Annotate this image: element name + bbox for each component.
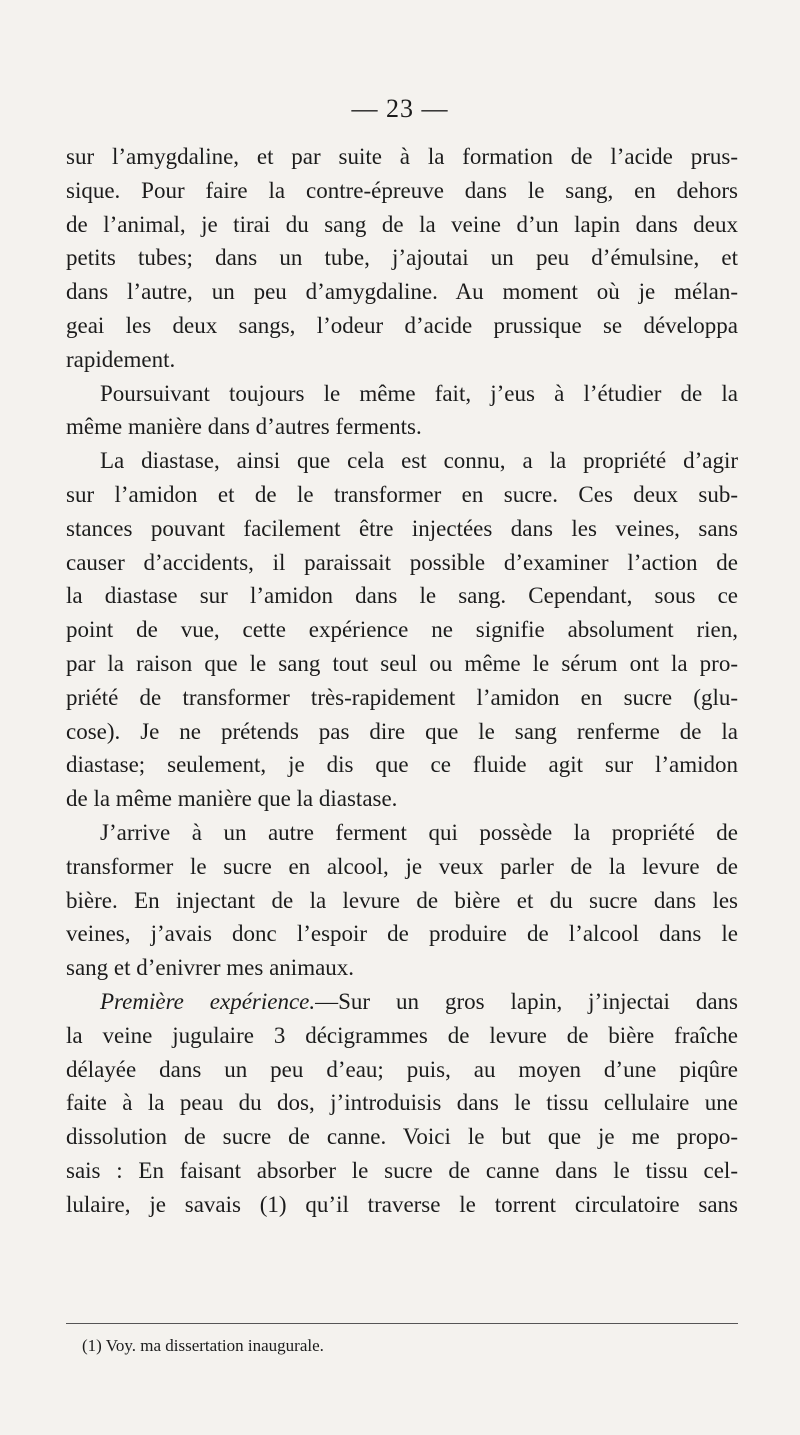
text-line: la veine jugulaire 3 décigrammes de levure de bière fraîche	[66, 1022, 738, 1048]
footnote-divider	[66, 1323, 738, 1324]
text-line: geai les deux sangs, l’odeur d’acide prussique se développa	[66, 312, 738, 338]
page-number: — 23 —	[351, 94, 449, 123]
footnote: (1) Voy. ma dissertation inaugurale.	[82, 1336, 324, 1355]
text-line: sang et d’enivrer mes animaux.	[66, 955, 355, 981]
text-line: de l’animal, je tirai du sang de la veine d’un lapin dans deux	[66, 211, 738, 237]
text-line: sais : En faisant absorber le sucre de canne dans le tissu cel-	[66, 1157, 738, 1183]
text-line: diastase; seulement, je dis que ce fluide agit sur l’amidon	[66, 752, 738, 778]
text-line: transformer le sucre en alcool, je veux parler de la levure de	[66, 853, 738, 879]
text-line: faite à la peau du dos, j’introduisis dans le tissu cellulaire une	[66, 1090, 738, 1116]
text-line: sur l’amygdaline, et par suite à la formation de l’acide prus-	[66, 144, 738, 169]
text-line: cose). Je ne prétends pas dire que le sang renferme de la	[66, 718, 738, 744]
text-line: délayée dans un peu d’eau; puis, au moyen d’une piqûre	[66, 1056, 738, 1082]
text-line: la diastase sur l’amidon dans le sang. Cependant, sous ce	[66, 583, 738, 609]
text-line: priété de transformer très-rapidement l’amidon en sucre (glu-	[66, 684, 738, 710]
text-line: stances pouvant facilement être injectées dans les veines, sans	[66, 515, 738, 541]
text-line: point de vue, cette expérience ne signifie absolument rien,	[66, 617, 738, 643]
text-line: lulaire, je savais (1) qu’il traverse le torrent circulatoire sans	[66, 1191, 738, 1217]
text-line: La diastase, ainsi que cela est connu, a la propriété d’agir	[100, 448, 738, 474]
text-line: rapidement.	[66, 346, 176, 372]
text-line: sique. Pour faire la contre-épreuve dans le sang, en dehors	[66, 177, 738, 203]
experiment-heading: Première expérience.	[100, 988, 316, 1014]
text-line: même manière dans d’autres ferments.	[66, 414, 422, 440]
text-line: sur l’amidon et de le transformer en sucre. Ces deux sub-	[66, 481, 738, 507]
text-line: bière. En injectant de la levure de bière et du sucre dans les	[66, 887, 738, 913]
text-line	[66, 985, 738, 1019]
text-line: J’arrive à un autre ferment qui possède la propriété de	[100, 819, 738, 845]
text-line: veines, j’avais donc l’espoir de produire de l’alcool dans le	[66, 921, 738, 947]
body-text	[66, 140, 738, 1222]
experiment-intro: —Sur un gros lapin, j’injectai dans	[315, 988, 738, 1014]
text-line: dans l’autre, un peu d’amygdaline. Au moment où je mélan-	[66, 279, 738, 305]
text-line: par la raison que le sang tout seul ou même le sérum ont la pro-	[66, 650, 738, 676]
text-line: de la même manière que la diastase.	[66, 786, 398, 812]
text-line: dissolution de sucre de canne. Voici le but que je me propo-	[66, 1124, 738, 1150]
text-line: petits tubes; dans un tube, j’ajoutai un peu d’émulsine, et	[66, 245, 738, 271]
text-line: Poursuivant toujours le même fait, j’eus à l’étudier de la	[100, 380, 738, 406]
text-line: causer d’accidents, il paraissait possible d’examiner l’action de	[66, 549, 738, 575]
